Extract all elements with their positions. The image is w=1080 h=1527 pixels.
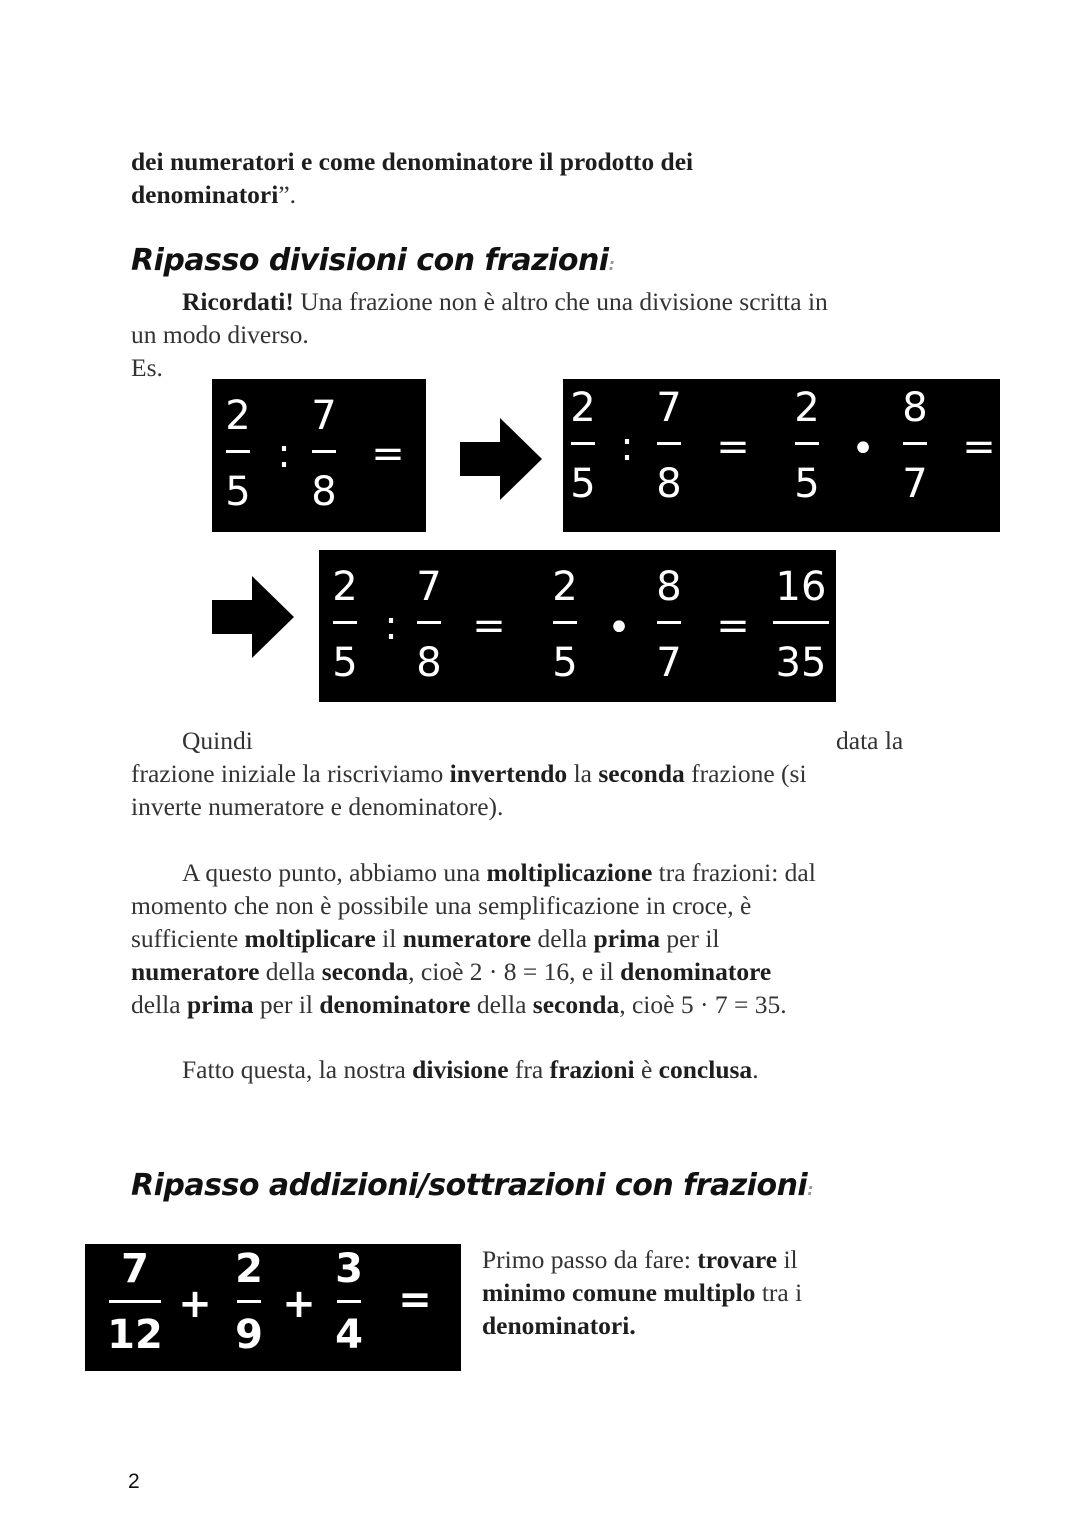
eq2-op-2: • [851, 426, 875, 472]
para4-text-4: . [752, 1055, 759, 1084]
section1-para4 [131, 1053, 941, 1086]
eq2-bar-2 [657, 442, 681, 445]
eq4-num-2: 2 [235, 1246, 263, 1292]
para2-text-3: frazione iniziale la riscriviamo [131, 759, 450, 788]
eq4-op-2: + [282, 1281, 316, 1327]
eq1-equals: = [371, 431, 405, 477]
eq3-op-2: • [607, 605, 631, 651]
para3-text-7: per il [660, 924, 720, 953]
equation-4-box [85, 1244, 461, 1371]
eq3-num-4: 8 [656, 564, 682, 610]
eq3-den-2: 8 [416, 640, 442, 686]
para3-bold-8: prima [186, 990, 254, 1019]
section1-heading-text: Ripasso divisioni con frazioni [131, 243, 609, 278]
side-bold-1: trovare [697, 1245, 778, 1274]
eq2-equals-2: = [962, 424, 996, 470]
eq1-op-1: : [277, 431, 291, 477]
eq1-num-1: 2 [225, 393, 251, 439]
para3-text-10: della [131, 990, 187, 1019]
es-label: Es. [131, 353, 163, 382]
eq2-bar-4 [903, 442, 927, 445]
para3-bold-3: numeratore [402, 924, 532, 953]
para3-bold-9: denominatore [319, 990, 471, 1019]
para2-bold-2: seconda [598, 759, 685, 788]
para2-text-6: inverte numeratore e denominatore). [131, 792, 504, 821]
eq3-bar-1 [333, 621, 357, 624]
eq3-bar-4 [657, 621, 681, 624]
eq2-num-4: 8 [902, 385, 928, 431]
eq2-equals-1: = [716, 424, 750, 470]
eq2-den-2: 8 [656, 461, 682, 507]
para3-bold-5: numeratore [131, 957, 260, 986]
para3-text-5: il [375, 924, 403, 953]
eq1-bar-2 [312, 450, 336, 453]
eq2-den-4: 7 [902, 461, 928, 507]
eq1-bar-1 [226, 450, 250, 453]
eq4-den-3: 4 [335, 1312, 363, 1358]
section2-heading-tail: : [807, 1180, 814, 1199]
eq4-num-1: 7 [121, 1246, 149, 1292]
eq3-den-5: 35 [775, 640, 827, 686]
eq4-bar-1 [109, 1300, 161, 1303]
eq4-den-2: 9 [235, 1312, 263, 1358]
section1-para3 [131, 856, 941, 1021]
para4-bold-3: conclusa [658, 1055, 753, 1084]
para2-text-2: data la [836, 726, 904, 755]
eq3-equals-1: = [472, 603, 506, 649]
para3-bold-4: prima [593, 924, 661, 953]
eq3-den-1: 5 [332, 640, 358, 686]
equation-2-box [563, 379, 1000, 532]
para2-text-1: Quindi [182, 726, 253, 755]
arrow-right-icon [460, 418, 542, 500]
side-text-3: tra i [755, 1278, 803, 1307]
para3-text-3: momento che non è possibile una semplificazione in croce, è [131, 891, 752, 920]
side-text-2: il [777, 1245, 798, 1274]
para3-bold-10: seconda [532, 990, 620, 1019]
eq1-den-2: 8 [311, 469, 337, 515]
para3-bold-2: moltiplicare [244, 924, 376, 953]
section1-para2 [131, 724, 941, 823]
para3-text-9: , cioè 2 · 8 = 16, e il [408, 957, 621, 986]
eq3-bar-2 [417, 621, 441, 624]
equation-1-box [212, 379, 426, 532]
eq3-equals-2: = [716, 603, 750, 649]
section1-heading-tail: : [608, 255, 615, 274]
para1-text-2: un modo diverso. [131, 320, 309, 349]
para1-bold-1: Ricordati! [182, 287, 294, 316]
section2-heading-text: Ripasso addizioni/sottrazioni con frazioni [131, 1168, 808, 1203]
eq3-num-2: 7 [416, 564, 442, 610]
eq1-den-1: 5 [225, 469, 251, 515]
intro-tail: ”. [278, 180, 297, 209]
section2-side-text [482, 1243, 922, 1342]
para2-bold-1: invertendo [449, 759, 568, 788]
side-text-1: Primo passo da fare: [482, 1245, 698, 1274]
eq2-op-1: : [620, 424, 634, 470]
eq2-den-3: 5 [794, 461, 820, 507]
para3-text-8: della [259, 957, 322, 986]
para3-text-12: della [470, 990, 533, 1019]
eq2-bar-3 [795, 442, 819, 445]
intro-bold-2: denominatori [131, 180, 279, 209]
eq3-den-4: 7 [656, 640, 682, 686]
para3-bold-7: denominatore [620, 957, 772, 986]
para4-text-2: fra [508, 1055, 550, 1084]
section1-heading [131, 243, 615, 278]
para3-text-6: della [531, 924, 594, 953]
eq3-den-3: 5 [552, 640, 578, 686]
section1-para1 [131, 285, 941, 351]
eq4-equals: = [398, 1277, 432, 1323]
para4-text-3: è [634, 1055, 659, 1084]
eq3-num-5: 16 [775, 564, 827, 610]
arrow-right-icon [212, 576, 294, 658]
para3-bold-1: moltiplicazione [486, 858, 653, 887]
section2-heading [131, 1168, 813, 1203]
eq2-bar-1 [571, 442, 595, 445]
page-number: 2 [128, 1470, 140, 1493]
side-bold-2: minimo comune multiplo [482, 1278, 756, 1307]
eq3-num-1: 2 [332, 564, 358, 610]
para2-text-5: frazione (si [684, 759, 807, 788]
eq4-den-1: 12 [107, 1312, 163, 1358]
eq3-num-3: 2 [552, 564, 578, 610]
intro-bold-1: dei numeratori e come denominatore il prodotto dei [131, 147, 694, 176]
eq3-bar-5 [773, 621, 829, 624]
para3-text-4: sufficiente [131, 924, 245, 953]
para4-text-1: Fatto questa, la nostra [182, 1055, 413, 1084]
intro-text [131, 145, 941, 211]
eq2-den-1: 5 [570, 461, 596, 507]
eq2-num-1: 2 [570, 385, 596, 431]
eq3-op-1: : [384, 603, 398, 649]
eq1-num-2: 7 [311, 393, 337, 439]
para3-bold-6: seconda [321, 957, 409, 986]
para4-bold-1: divisione [412, 1055, 509, 1084]
para3-text-11: per il [253, 990, 320, 1019]
eq4-num-3: 3 [335, 1246, 363, 1292]
para3-text-13: , cioè 5 · 7 = 35. [619, 990, 787, 1019]
side-bold-3: denominatori. [482, 1311, 636, 1340]
eq4-op-1: + [178, 1281, 212, 1327]
para3-text-1: A questo punto, abbiamo una [182, 858, 487, 887]
para1-text-1: Una frazione non è altro che una divisione scritta in [293, 287, 828, 316]
para2-text-4: la [567, 759, 599, 788]
para4-bold-2: frazioni [549, 1055, 635, 1084]
eq4-bar-2 [237, 1300, 261, 1303]
para3-text-2: tra frazioni: dal [652, 858, 816, 887]
eq2-num-3: 2 [794, 385, 820, 431]
equation-3-box [319, 550, 836, 702]
eq2-num-2: 7 [656, 385, 682, 431]
eq3-bar-3 [553, 621, 577, 624]
eq4-bar-3 [337, 1300, 361, 1303]
